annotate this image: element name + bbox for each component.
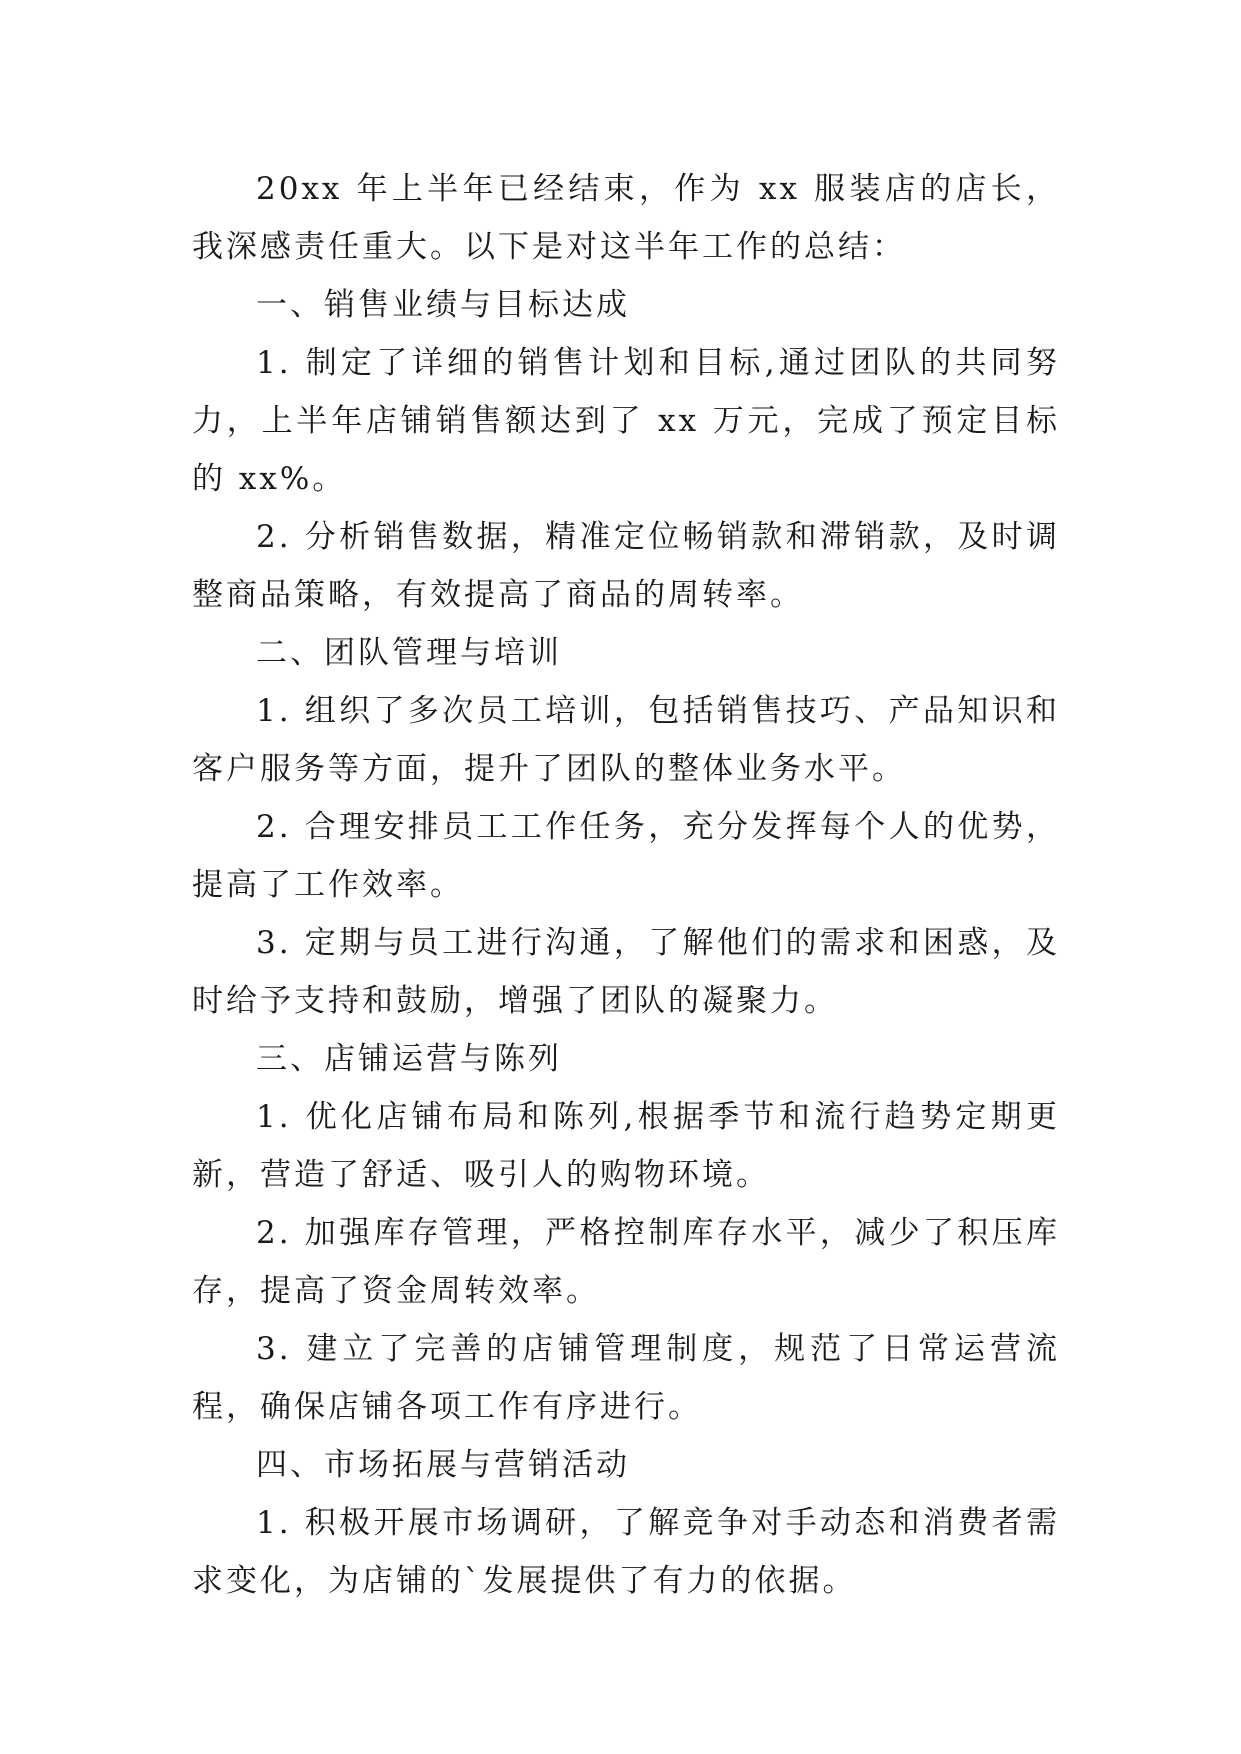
- operations-item-1: 1. 优化店铺布局和陈列,根据季节和流行趋势定期更新，营造了舒适、吸引人的购物环境。: [192, 1099, 1060, 1193]
- operations-item-2: 2. 加强库存管理，严格控制库存水平，减少了积压库存，提高了资金周转效率。: [192, 1215, 1060, 1309]
- team-item-1: 1. 组织了多次员工培训，包括销售技巧、产品知识和客户服务等方面，提升了团队的整体业务水平。: [192, 693, 1060, 787]
- section-heading-operations: 三、店铺运营与陈列: [256, 1041, 562, 1077]
- section-heading-sales: 一、销售业绩与目标达成: [256, 287, 630, 323]
- document-body: [192, 160, 1060, 1610]
- intro-paragraph: 20xx 年上半年已经结束，作为 xx 服装店的店长，我深感责任重大。以下是对这半年工作的总结：: [192, 171, 1060, 265]
- team-item-2: 2. 合理安排员工工作任务，充分发挥每个人的优势，提高了工作效率。: [192, 809, 1060, 903]
- sales-item-2: 2. 分析销售数据，精准定位畅销款和滞销款，及时调整商品策略，有效提高了商品的周转率。: [192, 519, 1060, 613]
- operations-item-3: 3. 建立了完善的店铺管理制度，规范了日常运营流程，确保店铺各项工作有序进行。: [192, 1331, 1060, 1425]
- team-item-3: 3. 定期与员工进行沟通，了解他们的需求和困惑，及时给予支持和鼓励，增强了团队的凝聚力。: [192, 925, 1060, 1019]
- marketing-item-1: 1. 积极开展市场调研，了解竞争对手动态和消费者需求变化，为店铺的`发展提供了有力的依据。: [192, 1505, 1060, 1599]
- section-heading-team: 二、团队管理与培训: [256, 635, 562, 671]
- section-heading-marketing: 四、市场拓展与营销活动: [256, 1447, 630, 1483]
- sales-item-1: 1. 制定了详细的销售计划和目标,通过团队的共同努力，上半年店铺销售额达到了 xx 万元，完成了预定目标的 xx%。: [192, 345, 1060, 497]
